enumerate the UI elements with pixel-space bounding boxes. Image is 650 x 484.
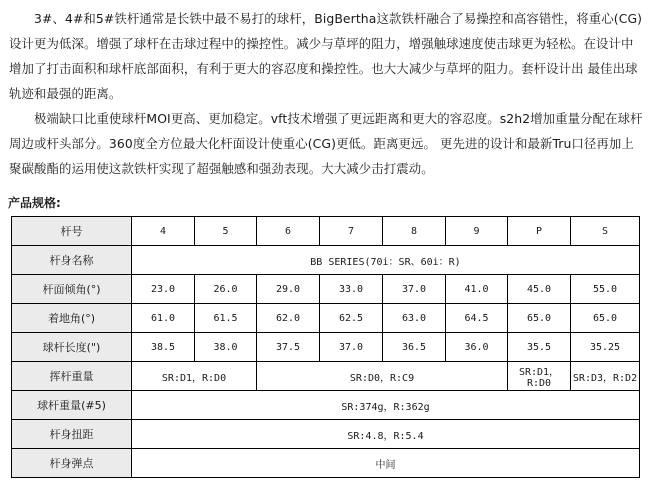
description-paragraph-2: 极端缺口比重使球杆MOI更高、更加稳定。vft技术增强了更远距离和更大的容忍度。s2h2增加重量分配在球杆周边或杆头部分。360度全方位最大化杆面设计使重心(CG)更低。距离更远。 更先进的设计和最新Tru口径再加上聚碳酸酯的运用使这款铁杆实现了超强触感和强劲表现。大大减少击打震动。 [9, 111, 643, 176]
loft-value-7: 33.0 [320, 275, 383, 304]
table-row-torque [12, 420, 640, 449]
loft-label: 杆面倾角(°) [12, 275, 132, 304]
length-value-9: 36.0 [446, 333, 508, 362]
header-col-9: 9 [446, 217, 508, 246]
loft-value-9: 41.0 [446, 275, 508, 304]
swing-weight-label: 挥杆重量 [12, 362, 132, 391]
header-col-4: 4 [132, 217, 195, 246]
torque-label: 杆身扭距 [12, 420, 132, 449]
loft-value-4: 23.0 [132, 275, 195, 304]
lie-value-p: 65.0 [508, 304, 571, 333]
length-value-s: 35.25 [571, 333, 640, 362]
swing-weight-4-5: SR:D1，R:D0 [132, 362, 257, 391]
lie-value-4: 61.0 [132, 304, 195, 333]
lie-label: 着地角(°) [12, 304, 132, 333]
table-row-swing-weight [12, 362, 640, 391]
header-col-p: P [508, 217, 571, 246]
torque-value: SR:4.8，R:5.4 [132, 420, 640, 449]
table-row-header [12, 217, 640, 246]
description-paragraph-1: 3#、4#和5#铁杆通常是长铁中最不易打的球杆，BigBertha这款铁杆融合了易操控和高容错性，将重心(CG)设计更为低深。增强了球杆在击球过程中的操控性。减少与草坪的阻力，增强触球速度使击球更为轻松。在设计中增加了打击面积和球杆底部面积，有利于更大的容忍度和操控性。也大大减少与草坪的阻力。套杆设计出 最佳出球轨迹和最强的距离。 [9, 11, 643, 101]
header-label: 杆号 [12, 217, 132, 246]
length-value-7: 37.0 [320, 333, 383, 362]
loft-value-s: 55.0 [571, 275, 640, 304]
header-col-7: 7 [320, 217, 383, 246]
club-weight-value: SR:374g，R:362g [132, 391, 640, 420]
spec-title: 产品规格: [8, 196, 61, 210]
table-row-kick-point [12, 449, 640, 478]
shaft-name-value: BB SERIES(70i：SR、60i：R) [132, 246, 640, 275]
lie-value-5: 61.5 [195, 304, 257, 333]
swing-weight-6-9: SR:D0，R:C9 [257, 362, 508, 391]
swing-weight-s: SR:D3，R:D2 [571, 362, 640, 391]
length-value-4: 38.5 [132, 333, 195, 362]
lie-value-7: 62.5 [320, 304, 383, 333]
kick-point-label: 杆身弹点 [12, 449, 132, 478]
length-value-6: 37.5 [257, 333, 320, 362]
table-row-loft [12, 275, 640, 304]
lie-value-6: 62.0 [257, 304, 320, 333]
length-value-p: 35.5 [508, 333, 571, 362]
loft-value-6: 29.0 [257, 275, 320, 304]
table-row-lie [12, 304, 640, 333]
header-col-6: 6 [257, 217, 320, 246]
shaft-name-label: 杆身名称 [12, 246, 132, 275]
loft-value-p: 45.0 [508, 275, 571, 304]
table-row-shaft-name [12, 246, 640, 275]
header-col-8: 8 [383, 217, 446, 246]
table-row-club-weight [12, 391, 640, 420]
table-row-length [12, 333, 640, 362]
length-value-5: 38.0 [195, 333, 257, 362]
lie-value-9: 64.5 [446, 304, 508, 333]
club-weight-label: 球杆重量(#5) [12, 391, 132, 420]
swing-weight-p: SR:D1，R:D0 [508, 362, 571, 391]
lie-value-8: 63.0 [383, 304, 446, 333]
product-description [9, 6, 643, 181]
lie-value-s: 65.0 [571, 304, 640, 333]
length-value-8: 36.5 [383, 333, 446, 362]
spec-table [11, 216, 640, 478]
loft-value-8: 37.0 [383, 275, 446, 304]
header-col-s: S [571, 217, 640, 246]
length-label: 球杆长度(") [12, 333, 132, 362]
loft-value-5: 26.0 [195, 275, 257, 304]
kick-point-value: 中间 [132, 449, 640, 478]
header-col-5: 5 [195, 217, 257, 246]
